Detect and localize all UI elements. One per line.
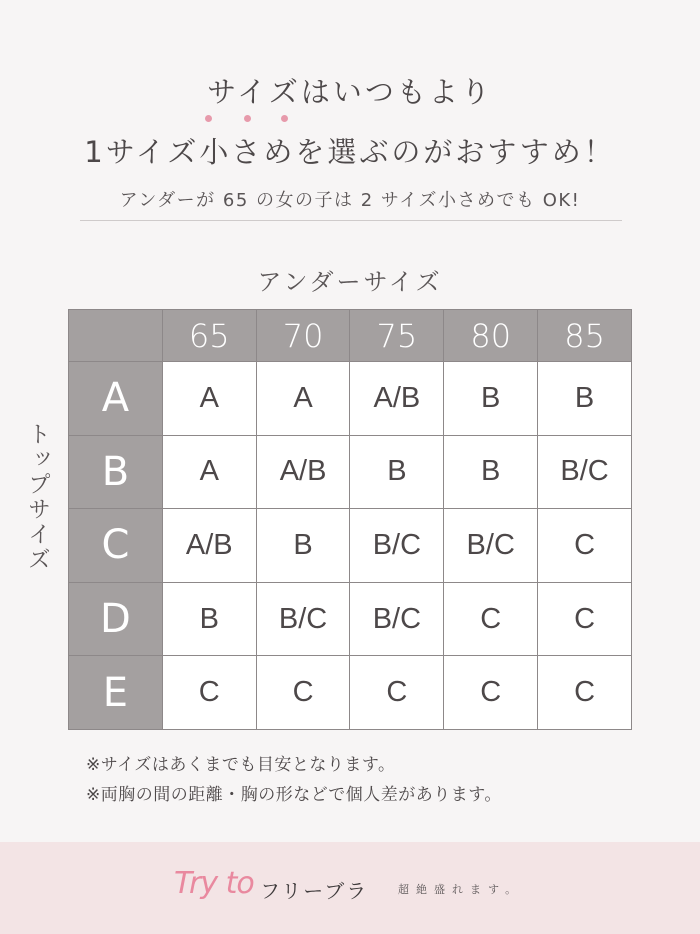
table-cell: C: [538, 582, 632, 656]
row-header: B: [69, 435, 163, 509]
table-cell: A/B: [350, 362, 444, 436]
table-cell: C: [350, 656, 444, 730]
column-header: 80: [444, 310, 538, 362]
table-cell: C: [444, 656, 538, 730]
table-cell: B/C: [444, 509, 538, 583]
note-item: ※両胸の間の距離・胸の形などで個人差があります。: [86, 785, 502, 805]
table-cell: B: [444, 435, 538, 509]
divider: [80, 220, 622, 221]
table-row: [69, 362, 632, 436]
brand-product-name: フリーブラ: [260, 879, 369, 903]
table-cell: B: [162, 582, 256, 656]
headline-line-1: サイズはいつもより: [207, 75, 493, 109]
brand-tagline: 超絶盛れます。: [398, 883, 524, 896]
headline-line-2: 1サイズ小さめを選ぶのがおすすめ！: [84, 135, 616, 169]
table-cell: A: [162, 435, 256, 509]
row-header: E: [69, 656, 163, 730]
column-header: 75: [350, 310, 444, 362]
row-header: C: [69, 509, 163, 583]
emphasis-dot: [244, 115, 251, 122]
subheadline: アンダーが 65 の女の子は 2 サイズ小さめでも OK!: [119, 190, 581, 211]
column-header: 65: [162, 310, 256, 362]
table-cell: B/C: [538, 435, 632, 509]
table-cell: C: [538, 509, 632, 583]
table-cell: B/C: [350, 582, 444, 656]
top-size-label: トップサイズ: [24, 422, 50, 572]
table-cell: C: [444, 582, 538, 656]
table-row: [69, 435, 632, 509]
table-row: [69, 509, 632, 583]
table-cell: A/B: [162, 509, 256, 583]
row-header: D: [69, 582, 163, 656]
table-cell: B/C: [256, 582, 350, 656]
table-row: [69, 656, 632, 730]
size-chart-table: [68, 309, 632, 730]
notes: [86, 750, 646, 810]
row-header: A: [69, 362, 163, 436]
table-cell: B/C: [350, 509, 444, 583]
table-cell: A: [162, 362, 256, 436]
table-cell: C: [538, 656, 632, 730]
column-header: 85: [538, 310, 632, 362]
note-item: ※サイズはあくまでも目安となります。: [86, 755, 396, 775]
table-cell: A/B: [256, 435, 350, 509]
table-cell: A: [256, 362, 350, 436]
emphasis-dots: [0, 115, 700, 125]
under-size-label: アンダーサイズ: [257, 268, 443, 296]
table-header-row: [69, 310, 632, 362]
column-header: 70: [256, 310, 350, 362]
table-cell: B: [538, 362, 632, 436]
corner-cell: [69, 310, 163, 362]
table-cell: B: [444, 362, 538, 436]
footer-banner: [0, 842, 700, 934]
table-cell: B: [256, 509, 350, 583]
emphasis-dot: [205, 115, 212, 122]
table-cell: B: [350, 435, 444, 509]
emphasis-dot: [281, 115, 288, 122]
table-row: [69, 582, 632, 656]
brand-logo-try-to: Try to: [174, 866, 254, 901]
table-cell: C: [256, 656, 350, 730]
table-cell: C: [162, 656, 256, 730]
